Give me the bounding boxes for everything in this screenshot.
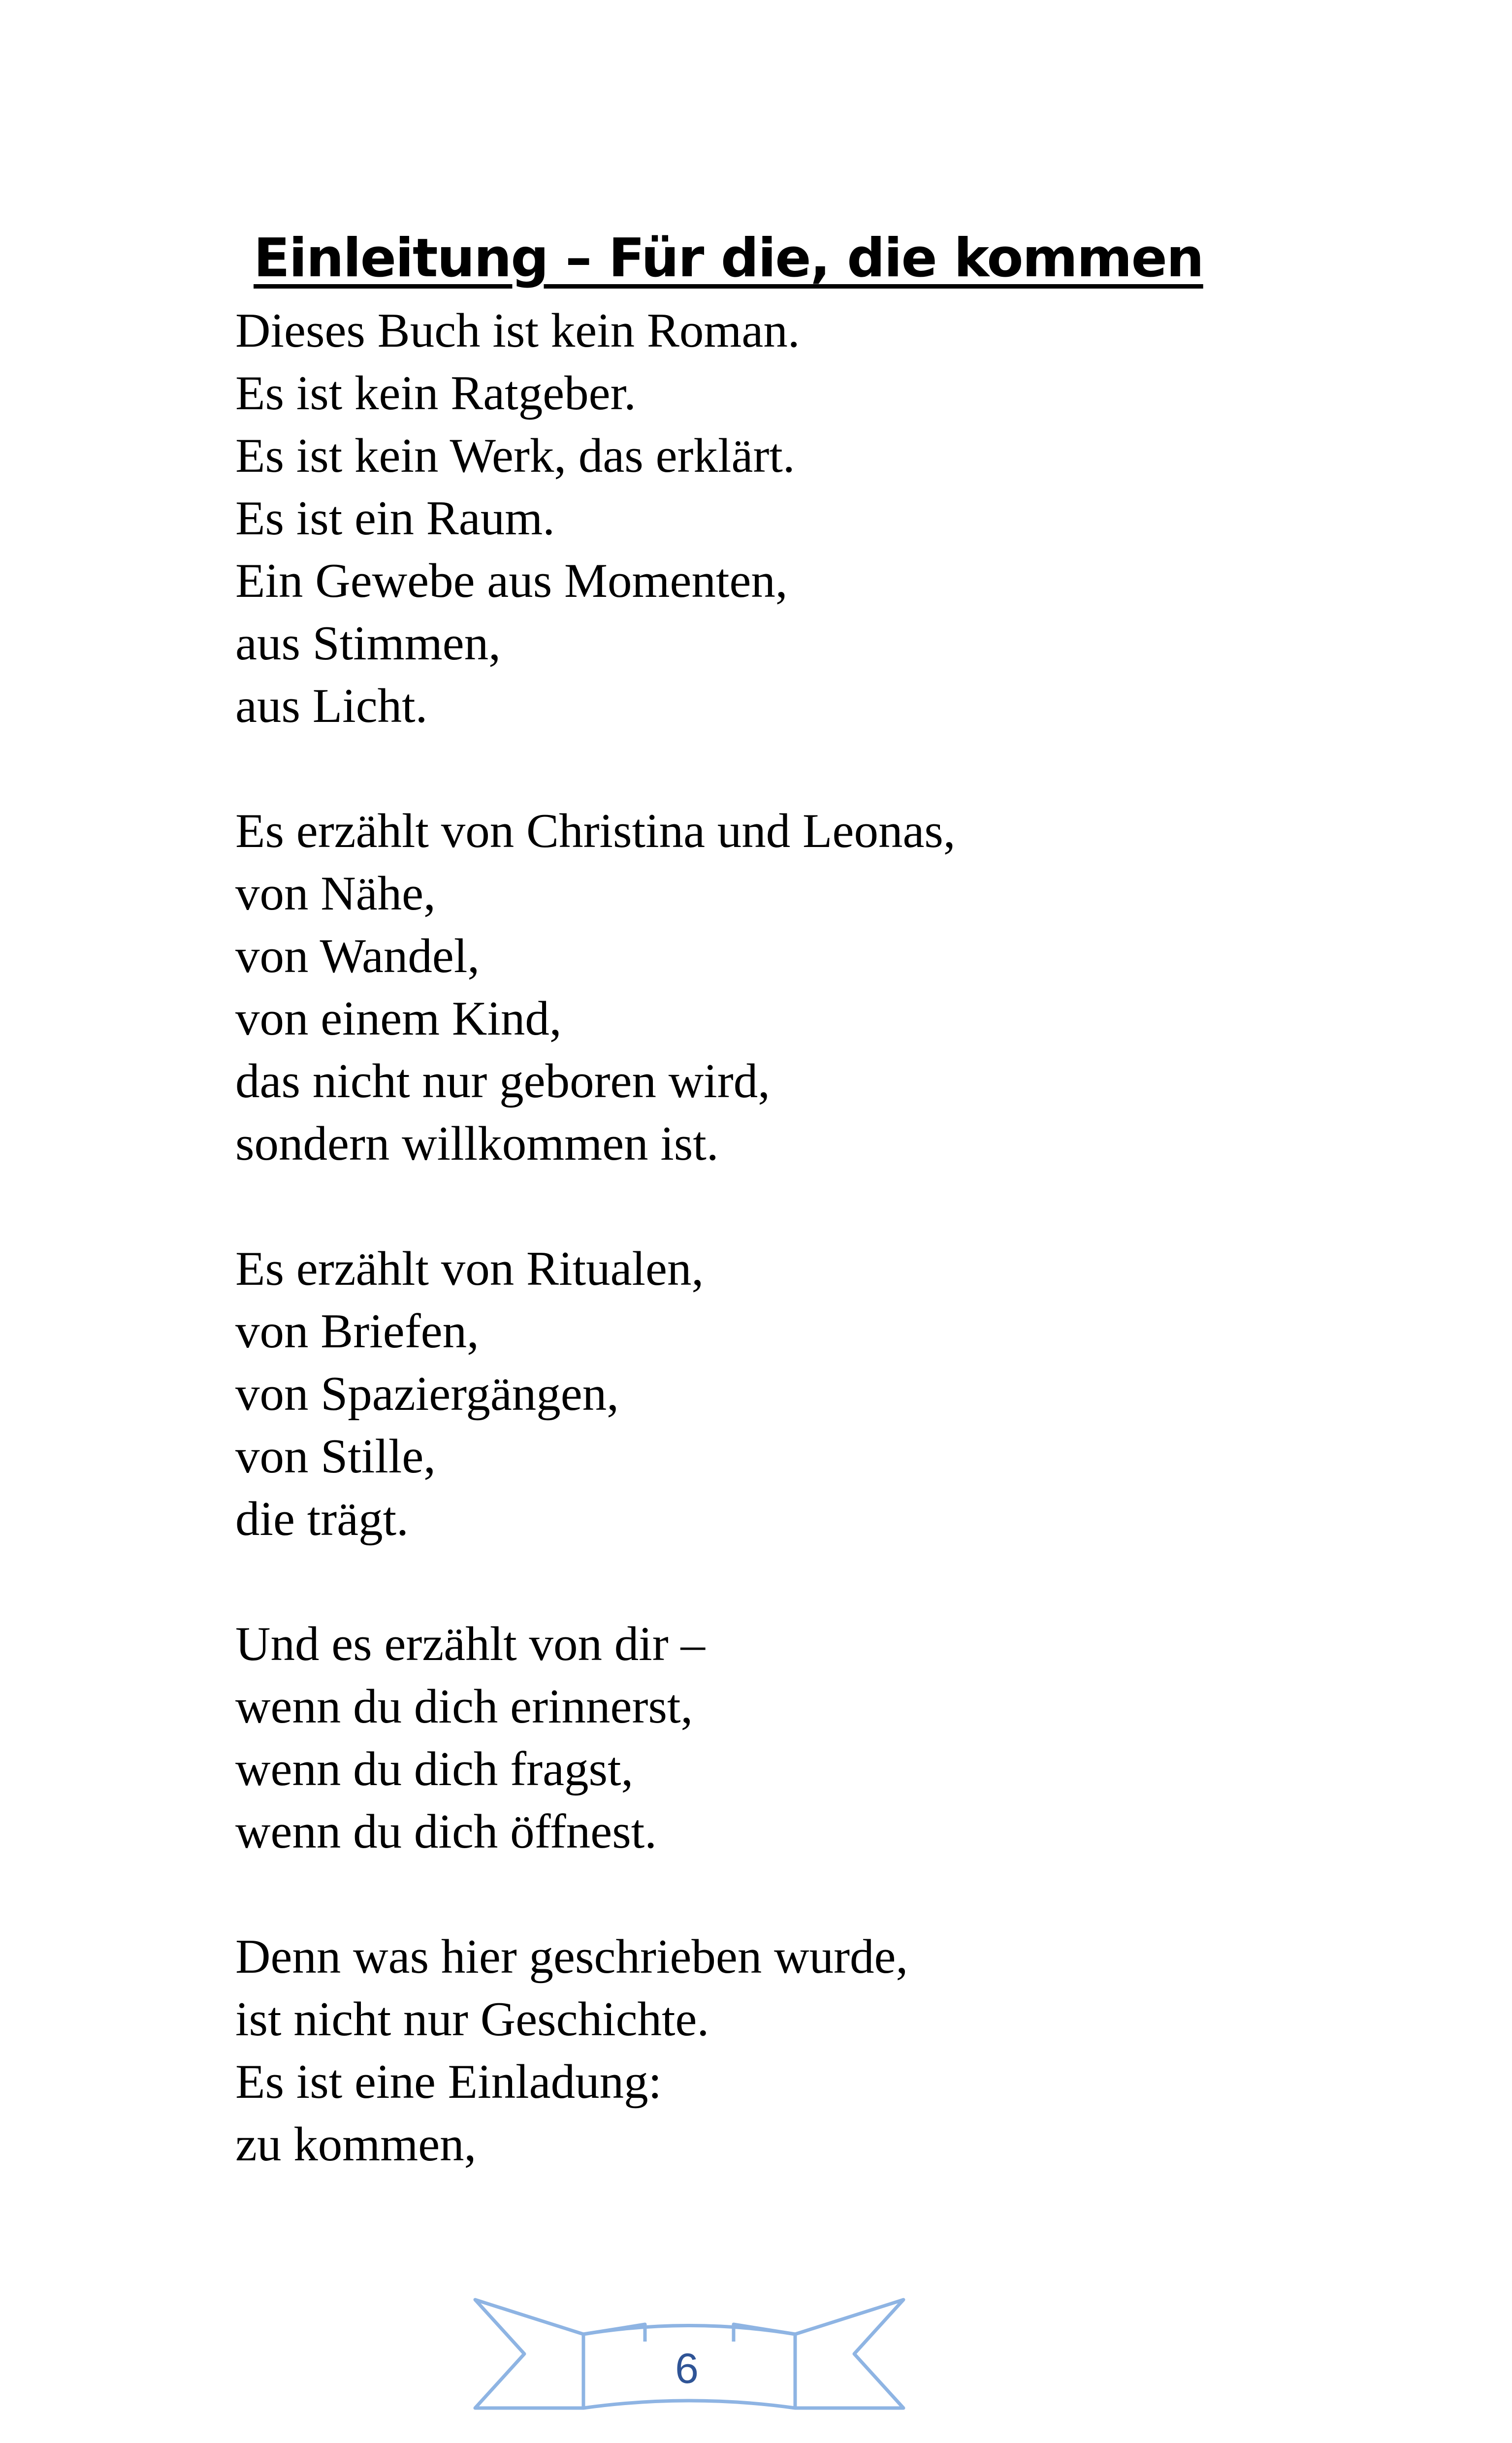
stanza-spacer bbox=[235, 737, 956, 800]
poem-line: wenn du dich öffnest. bbox=[235, 1805, 657, 1858]
stanza bbox=[235, 800, 956, 1175]
poem-line: aus Licht. bbox=[235, 679, 428, 733]
stanza bbox=[235, 299, 956, 737]
chapter-title: Einleitung – Für die, die kommen bbox=[254, 228, 1203, 289]
stanza bbox=[235, 1613, 956, 1863]
poem-line: von Wandel, bbox=[235, 929, 480, 983]
poem-line: zu kommen, bbox=[235, 2117, 477, 2171]
poem-line: Dieses Buch ist kein Roman. bbox=[235, 304, 800, 358]
stanza-spacer bbox=[235, 1550, 956, 1613]
poem-line: Und es erzählt von dir – bbox=[235, 1617, 705, 1671]
poem-line: Es erzählt von Christina und Leonas, bbox=[235, 804, 956, 858]
poem-line: das nicht nur geboren wird, bbox=[235, 1054, 770, 1108]
poem-line: von Nähe, bbox=[235, 867, 436, 920]
poem-line: wenn du dich fragst, bbox=[235, 1742, 634, 1796]
poem-line: aus Stimmen, bbox=[235, 617, 501, 670]
stanza-spacer bbox=[235, 1175, 956, 1238]
ribbon-right-tail bbox=[795, 2300, 903, 2408]
poem-line: von einem Kind, bbox=[235, 992, 562, 1045]
stanza-spacer bbox=[235, 1863, 956, 1925]
poem-line: Es ist ein Raum. bbox=[235, 491, 555, 545]
ribbon-left-tail bbox=[475, 2300, 583, 2408]
stanza bbox=[235, 1238, 956, 1550]
page-number: 6 bbox=[675, 2345, 699, 2392]
poem-line: Es erzählt von Ritualen, bbox=[235, 1242, 704, 1296]
poem-line: Ein Gewebe aus Momenten, bbox=[235, 554, 788, 608]
stanza bbox=[235, 1925, 956, 2176]
poem-line: Es ist kein Werk, das erklärt. bbox=[235, 429, 795, 483]
poem-line: von Spaziergängen, bbox=[235, 1367, 619, 1421]
poem-line: von Stille, bbox=[235, 1430, 436, 1483]
poem-line: Es ist kein Ratgeber. bbox=[235, 366, 636, 420]
poem-body bbox=[235, 299, 956, 2176]
poem-line: die trägt. bbox=[235, 1492, 409, 1546]
poem-line: Denn was hier geschrieben wurde, bbox=[235, 1930, 908, 1984]
poem-line: sondern willkommen ist. bbox=[235, 1117, 719, 1171]
poem-line: ist nicht nur Geschichte. bbox=[235, 1992, 709, 2046]
poem-line: wenn du dich erinnerst, bbox=[235, 1680, 693, 1733]
poem-line: Es ist eine Einladung: bbox=[235, 2055, 662, 2109]
poem-line: von Briefen, bbox=[235, 1304, 479, 1358]
